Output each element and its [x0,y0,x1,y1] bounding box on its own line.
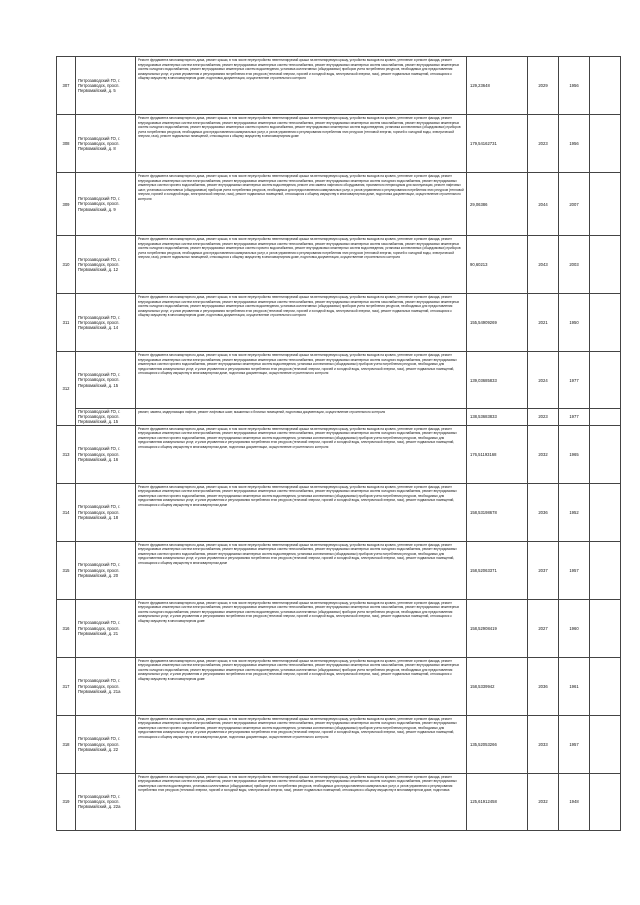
year-cell: 2036 [528,657,559,715]
empty-cell [590,715,621,773]
capital-repair-table [56,56,621,831]
cost-cell: 135,52053266 [467,715,528,773]
works-cell: Ремонт фундамента многоквартирного дома, ремонт крыши, в том числе переустройство невентилируемой крыши на вентилируемую крышу, устройство выходов на кровлю, утепление и ремонт фасада, ремонт внутридомовых инженерных систем электроснабжения, ремонт внутридомовых инженерных систем теплоснабжения, ремонт внутридомовых инженерных систем газоснабжения, ремонт внутридомовых инженерных систем холодного водоснабжения, ремонт внутридомовых инженерных систем горячего водоснабжения, ремонт внутридомовых инженерных систем водоотведения, установка коллективных (общедомовых) приборов учета потребления ресурсов, необходимых для предоставления коммунальных услуг, и узлов управления и регулирования потребления этих ресурсов (тепловой энергии, горячей и холодной воды, электрической энергии, газа), ремонт подвальных помещений, относящихся к общему имуществу в многоквартирном доме [136,115,467,173]
works-cell: Ремонт фундамента многоквартирного дома, ремонт крыши, в том числе переустройство невентилируемой крыши на вентилируемую крышу, устройство выходов на кровлю, утепление и ремонт фасада, ремонт внутридомовых инженерных систем электроснабжения, ремонт внутридомовых инженерных систем теплоснабжения, ремонт внутридомовых инженерных систем газоснабжения, ремонт внутридомовых инженерных систем холодного водоснабжения, ремонт внутридомовых инженерных систем водоотведения, установка коллективных (общедомовых) приборов учета потребления ресурсов, необходимых для предоставления коммунальных услуг, и узлов управления и регулирования потребления этих ресурсов (тепловой энергии, горячей и холодной воды, электрической энергии, газа), ремонт подвальных помещений, относящихся к общему имуществу в многоквартирном доме [136,599,467,657]
built-year-cell: 1952 [559,483,590,541]
table-row [57,352,621,409]
row-number: 309 [57,173,76,236]
address-cell: Петрозаводский ГО, г. Петрозаводск, просп. Первомайский, д. 21 [76,599,136,657]
table-row [57,57,621,115]
built-year-cell: 1948 [559,773,590,830]
built-year-cell: 2003 [559,236,590,294]
table-row [57,425,621,483]
address-cell: Петрозаводский ГО, г. Петрозаводск, просп. Первомайский, д. 20 [76,541,136,599]
cost-cell: 155,54909269 [467,294,528,352]
year-cell: 2037 [528,541,559,599]
empty-cell [590,236,621,294]
built-year-cell: 1956 [559,115,590,173]
year-cell: 2036 [528,483,559,541]
built-year-cell: 1961 [559,657,590,715]
cost-cell: 129,23648 [467,57,528,115]
row-number: 317 [57,657,76,715]
cost-cell: 179,54162731 [467,115,528,173]
empty-cell [590,425,621,483]
works-cell: Ремонт фундамента многоквартирного дома, ремонт крыши, в том числе переустройство невентилируемой крыши на вентилируемую крышу, устройство выходов на кровлю, утепление и ремонт фасада, ремонт внутридомовых инженерных систем электроснабжения, ремонт внутридомовых инженерных систем теплоснабжения, ремонт внутридомовых инженерных систем холодного водоснабжения, ремонт внутридомовых инженерных систем горячего водоснабжения, ремонт внутридомовых инженерных систем водоотведения, установка коллективных (общедомовых) приборов учета потребления ресурсов, необходимых для предоставления коммунальных услуг, и узлов управления и регулирования потребления этих ресурсов (тепловой энергии, горячей и холодной воды, электрической энергии, газа), ремонт подвальных помещений, относящихся к общему имуществу в многоквартирном доме [136,483,467,541]
empty-cell [590,409,621,426]
year-cell: 2027 [528,599,559,657]
year-cell: 2023 [528,409,559,426]
cost-cell: 29,06386 [467,173,528,236]
works-cell: Ремонт фундамента многоквартирного дома, ремонт крыши, в том числе переустройство невентилируемой крыши на вентилируемую крышу, устройство выходов на кровлю, утепление и ремонт фасада, ремонт внутридомовых инженерных систем электроснабжения, ремонт внутридомовых инженерных систем теплоснабжения, ремонт внутридомовых инженерных систем газоснабжения, ремонт внутридомовых инженерных систем холодного водоснабжения, ремонт внутридомовых инженерных систем водоотведения, установка коллективных (общедомовых) приборов учета потребления ресурсов, необходимых для предоставления коммунальных услуг, и узлов управления и регулирования потребления этих ресурсов (тепловой энергии, горячей и холодной воды, электрической энергии, газа), ремонт подвальных помещений, относящихся к общему имуществу в многоквартирном доме, подготовка документации, осуществление строительного контроля [136,294,467,352]
works-cell: Ремонт фундамента многоквартирного дома, ремонт крыши, в том числе переустройство невентилируемой крыши на вентилируемую крышу, устройство выходов на кровлю, утепление и ремонт фасада, ремонт внутридомовых инженерных систем электроснабжения, ремонт внутридомовых инженерных систем теплоснабжения, ремонт внутридомовых инженерных систем холодного водоснабжения, ремонт внутридомовых инженерных систем горячего водоснабжения, ремонт внутридомовых инженерных систем водоотведения, установка коллективных (общедомовых) приборов учета потребления ресурсов, необходимых для предоставления коммунальных услуг, и узлов управления и регулирования потребления этих ресурсов (тепловой энергии, горячей и холодной воды, электрической энергии, газа), ремонт подвальных помещений, относящихся к общему имуществу в многоквартирном доме, подготовка документации, осуществление строительного контроля [136,352,467,409]
table-row [57,599,621,657]
works-cell: Ремонт фундамента многоквартирного дома, ремонт крыши, в том числе переустройство невентилируемой крыши на вентилируемую крышу, устройство выходов на кровлю, утепление и ремонт фасада, ремонт внутридомовых инженерных систем электроснабжения, ремонт внутридомовых инженерных систем теплоснабжения, ремонт внутридомовых инженерных систем газоснабжения, ремонт внутридомовых инженерных систем холодного водоснабжения, ремонт внутридомовых инженерных систем водоотведения, установка коллективных (общедомовых) приборов учета потребления ресурсов, необходимых для предоставления коммунальных услуг, и узлов управления и регулирования потребления этих ресурсов (тепловой энергии, горячей и холодной воды, электрической энергии, газа), ремонт подвальных помещений, относящихся к общему имуществу в многоквартирном доме, подготовка документации, осуществление строительного контроля [136,57,467,115]
empty-cell [590,57,621,115]
cost-cell: 138,53683833 [467,409,528,426]
empty-cell [590,541,621,599]
row-number: 313 [57,425,76,483]
works-cell: Ремонт фундамента многоквартирного дома, ремонт крыши, в том числе переустройство невентилируемой крыши на вентилируемую крышу, устройство выходов на кровлю, утепление и ремонт фасада, ремонт внутридомовых инженерных систем электроснабжения, ремонт внутридомовых инженерных систем теплоснабжения, ремонт внутридомовых инженерных систем холодного водоснабжения, ремонт внутридомовых инженерных систем горячего водоснабжения, ремонт внутридомовых инженерных систем водоотведения, установка коллективных (общедомовых) приборов учета потребления ресурсов, необходимых для предоставления коммунальных услуг, и узлов управления и регулирования потребления этих ресурсов (тепловой энергии, горячей и холодной воды, электрической энергии, газа), ремонт подвальных помещений, относящихся к общему имуществу в многоквартирном доме, подготовка документации, осуществление строительного контроля [136,715,467,773]
row-number: 310 [57,236,76,294]
cost-cell: 176,51193168 [467,425,528,483]
empty-cell [590,352,621,409]
table-row [57,294,621,352]
table-row [57,173,621,236]
table-row [57,657,621,715]
built-year-cell: 1960 [559,599,590,657]
year-cell: 2024 [528,352,559,409]
address-cell: Петрозаводский ГО, г. Петрозаводск, просп. Первомайский, д. 15 [76,409,136,426]
table-row [57,236,621,294]
table-row [57,115,621,173]
table-row [57,773,621,830]
table-row [57,715,621,773]
year-cell: 2032 [528,425,559,483]
row-number: 314 [57,483,76,541]
year-cell: 2023 [528,115,559,173]
address-cell: Петрозаводский ГО, г. Петрозаводск, просп. Первомайский, д. 22 [76,715,136,773]
row-number: 319 [57,773,76,830]
row-number: 307 [57,57,76,115]
empty-cell [590,773,621,830]
works-cell: ремонт, замена, модернизация лифтов, ремонт лифтовых шахт, машинных и блочных помещений, подготовка документации, осуществление строительного контроля [136,409,467,426]
year-cell: 2033 [528,715,559,773]
row-number: 315 [57,541,76,599]
works-cell: Ремонт фундамента многоквартирного дома, ремонт крыши, в том числе переустройство невентилируемой крыши на вентилируемую крышу, устройство выходов на кровлю, утепление и ремонт фасада, ремонт внутридомовых инженерных систем электроснабжения, ремонт внутридомовых инженерных систем теплоснабжения, ремонт внутридомовых инженерных систем газоснабжения, ремонт внутридомовых инженерных систем холодного водоснабжения, ремонт внутридомовых инженерных систем водоотведения, установка коллективных (общедомовых) приборов учета потребления ресурсов, необходимых для предоставления коммунальных услуг, и узлов управления и регулирования потребления этих ресурсов (тепловой энергии, горячей и холодной воды, электрической энергии, газа), ремонт подвальных помещений, относящихся к общему имуществу в многоквартирном доме [136,657,467,715]
cost-cell: 158,5339942 [467,657,528,715]
address-cell: Петрозаводский ГО, г. Петрозаводск, просп. Первомайский, д. 16 [76,425,136,483]
built-year-cell: 1956 [559,57,590,115]
built-year-cell: 1957 [559,541,590,599]
address-cell: Петрозаводский ГО, г. Петрозаводск, просп. Первомайский, д. 8 [76,115,136,173]
works-cell: Ремонт фундамента многоквартирного дома, ремонт крыши, в том числе переустройство невентилируемой крыши на вентилируемую крышу, устройство выходов на кровлю, утепление и ремонт фасада, ремонт внутридомовых инженерных систем электроснабжения, ремонт внутридомовых инженерных систем теплоснабжения, ремонт внутридомовых инженерных систем холодного водоснабжения, ремонт внутридомовых инженерных систем горячего водоснабжения, ремонт внутридомовых инженерных систем водоотведения, установка коллективных (общедомовых) приборов учета потребления ресурсов, необходимых для предоставления коммунальных услуг, и узлов управления и регулирования потребления этих ресурсов (тепловой энергии, горячей и холодной воды, электрической энергии, газа), ремонт подвальных помещений, относящихся к общему имуществу в многоквартирном доме, подготовка документации, осуществление строительного контроля [136,425,467,483]
year-cell: 2029 [528,57,559,115]
year-cell: 2044 [528,173,559,236]
address-cell: Петрозаводский ГО, г. Петрозаводск, просп. Первомайский, д. 21а [76,657,136,715]
year-cell: 2043 [528,236,559,294]
row-number: 311 [57,294,76,352]
cost-cell: 90,60213 [467,236,528,294]
empty-cell [590,173,621,236]
works-cell: Ремонт фундамента многоквартирного дома, ремонт крыши, в том числе переустройство невентилируемой крыши на вентилируемую крышу, устройство выходов на кровлю, утепление и ремонт фасада, ремонт внутридомовых инженерных систем электроснабжения, ремонт внутридомовых инженерных систем теплоснабжения, ремонт внутридомовых инженерных систем холодного водоснабжения, ремонт внутридомовых инженерных систем горячего водоснабжения, ремонт внутридомовых инженерных систем водоотведения, ремонт или замена лифтового оборудования, признанного непригодным для эксплуатации, ремонт лифтовых шахт, установка коллективных (общедомовых) приборов учета потребления ресурсов, необходимых для предоставления коммунальных услуг, и узлов управления и регулирования потребления этих ресурсов (тепловой энергии, горячей и холодной воды, электрической энергии, газа), ремонт подвальных помещений, относящихся к общему имуществу в многоквартирном доме, подготовка документации, осуществление строительного контроля [136,173,467,236]
address-cell: Петрозаводский ГО, г. Петрозаводск, просп. Первомайский, д. 22а [76,773,136,830]
empty-cell [590,657,621,715]
address-cell: Петрозаводский ГО, г. Петрозаводск, просп. Первомайский, д. 12 [76,236,136,294]
row-number: 312 [57,352,76,426]
address-cell: Петрозаводский ГО, г. Петрозаводск, просп. Первомайский, д. 15 [76,352,136,409]
empty-cell [590,599,621,657]
cost-cell: 158,52063371 [467,541,528,599]
address-cell: Петрозаводский ГО, г. Петрозаводск, просп. Первомайский, д. 5 [76,57,136,115]
table-row [57,483,621,541]
address-cell: Петрозаводский ГО, г. Петрозаводск, просп. Первомайский, д. 9 [76,173,136,236]
cost-cell: 158,52908419 [467,599,528,657]
works-cell: Ремонт фундамента многоквартирного дома, ремонт крыши, в том числе переустройство невентилируемой крыши на вентилируемую крышу, устройство выходов на кровлю, утепление и ремонт фасада, ремонт внутридомовых инженерных систем электроснабжения, ремонт внутридомовых инженерных систем теплоснабжения, ремонт внутридомовых инженерных систем газоснабжения, ремонт внутридомовых инженерных систем холодного водоснабжения, ремонт внутридомовых инженерных систем горячего водоснабжения, ремонт внутридомовых инженерных систем водоотведения, установка коллективных (общедомовых) приборов учета потребления ресурсов, необходимых для предоставления коммунальных услуг, и узлов управления и регулирования потребления этих ресурсов (тепловой энергии, горячей и холодной воды, электрической энергии, газа), ремонт подвальных помещений, относящихся к общему имуществу в многоквартирном доме, подготовка документации, осуществление строительного контроля [136,236,467,294]
works-cell: Ремонт фундамента многоквартирного дома, ремонт крыши, в том числе переустройство невентилируемой крыши на вентилируемую крышу, устройство выходов на кровлю, утепление и ремонт фасада, ремонт внутридомовых инженерных систем электроснабжения, ремонт внутридомовых инженерных систем теплоснабжения, ремонт внутридомовых инженерных систем холодного водоснабжения, ремонт внутридомовых инженерных систем горячего водоснабжения, ремонт внутридомовых инженерных систем водоотведения, установка коллективных (общедомовых) приборов учета потребления ресурсов, необходимых для предоставления коммунальных услуг, и узлов управления и регулирования потребления этих ресурсов (тепловой энергии, горячей и холодной воды, электрической энергии, газа), ремонт подвальных помещений, относящихся к общему имуществу в многоквартирном доме [136,541,467,599]
built-year-cell: 1965 [559,425,590,483]
table-row [57,541,621,599]
year-cell: 2021 [528,294,559,352]
built-year-cell: 2007 [559,173,590,236]
empty-cell [590,115,621,173]
cost-cell: 139,03685833 [467,352,528,409]
cost-cell: 125,61912458 [467,773,528,830]
empty-cell [590,483,621,541]
built-year-cell: 1977 [559,352,590,409]
built-year-cell: 1977 [559,409,590,426]
address-cell: Петрозаводский ГО, г. Петрозаводск, просп. Первомайский, д. 14 [76,294,136,352]
works-cell: Ремонт фундамента многоквартирного дома, ремонт крыши, в том числе переустройство невентилируемой крыши на вентилируемую крышу, устройство выходов на кровлю, утепление и ремонт фасада, ремонт внутридомовых инженерных систем электроснабжения, ремонт внутридомовых инженерных систем теплоснабжения, ремонт внутридомовых инженерных систем холодного водоснабжения, ремонт внутридомовых инженерных систем водоотведения, установка коллективных (общедомовых) приборов учета потребления ресурсов, необходимых для предоставления коммунальных услуг, и узлов управления и регулирования потребления этих ресурсов (тепловой энергии, горячей и холодной воды, электрической энергии, газа), ремонт подвальных помещений, относящихся к общему имуществу в многоквартирном доме, подготовка [136,773,467,830]
built-year-cell: 1957 [559,715,590,773]
cost-cell: 158,53198678 [467,483,528,541]
document-page [56,56,594,831]
address-cell: Петрозаводский ГО, г. Петрозаводск, просп. Первомайский, д. 18 [76,483,136,541]
empty-cell [590,294,621,352]
table-row [57,409,621,426]
row-number: 308 [57,115,76,173]
year-cell: 2032 [528,773,559,830]
built-year-cell: 1950 [559,294,590,352]
row-number: 316 [57,599,76,657]
row-number: 318 [57,715,76,773]
